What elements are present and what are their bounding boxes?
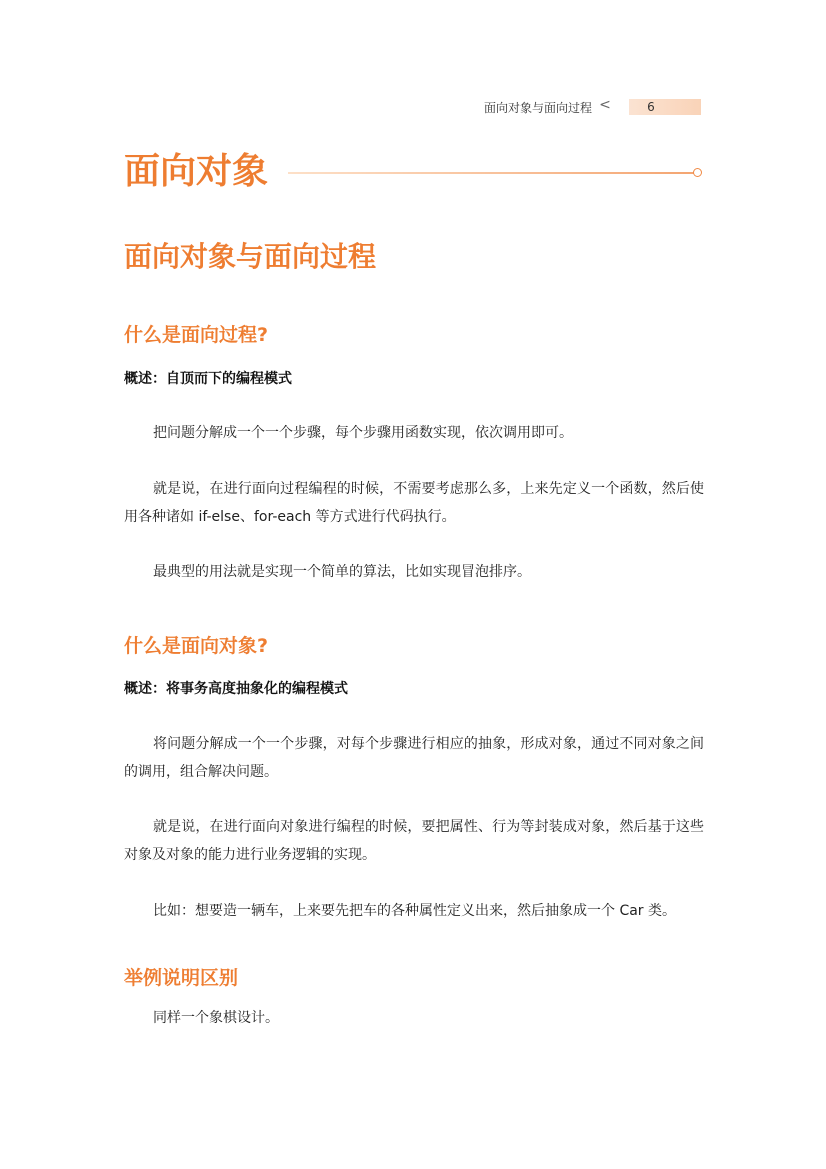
paragraph: 将问题分解成一个一个步骤，对每个步骤进行相应的抽象，形成对象，通过不同对象之间的调用，组合解决问题。 [124,736,704,780]
circle-endpoint-icon [693,168,702,177]
paragraph: 比如：想要造一辆车，上来要先把车的各种属性定义出来，然后抽象成一个 Car 类。 [153,903,677,919]
paragraph: 同样一个象棋设计。 [153,1010,279,1026]
example-heading: 举例说明区别 [124,967,239,989]
object-summary: 概述：将事务高度抽象化的编程模式 [124,681,348,697]
section-title: 面向对象与面向过程 [124,240,377,273]
header-section-title: 面向对象与面向过程 [483,101,592,115]
chapter-title: 面向对象 [124,151,269,192]
paragraph: 就是说，在进行面向过程编程的时候，不需要考虑那么多，上来先定义一个函数，然后使用各种诸如 if-else、for-each 等方式进行代码执行。 [124,481,704,525]
paragraph: 就是说，在进行面向对象进行编程的时候，要把属性、行为等封装成对象，然后基于这些对象及对象的能力进行业务逻辑的实现。 [124,819,704,863]
procedural-heading: 什么是面向过程? [124,324,269,346]
chevron-left-icon: < [599,97,611,113]
paragraph: 把问题分解成一个一个步骤，每个步骤用函数实现，依次调用即可。 [153,425,573,441]
procedural-summary: 概述：自顶而下的编程模式 [124,371,292,387]
paragraph: 最典型的用法就是实现一个简单的算法，比如实现冒泡排序。 [153,564,531,580]
chapter-title-rule [288,172,694,174]
object-heading: 什么是面向对象? [124,635,269,657]
page-number: 6 [629,99,701,115]
